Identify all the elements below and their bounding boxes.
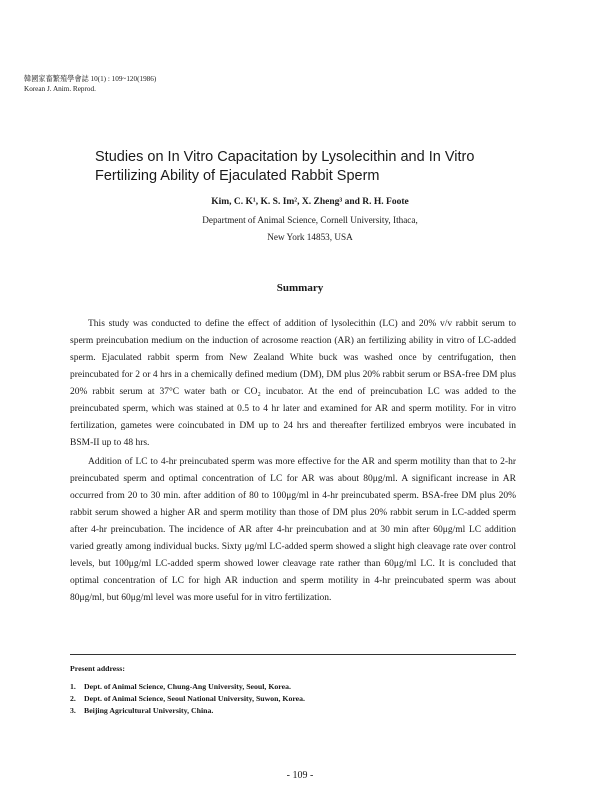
summary-paragraph-1: This study was conducted to define the effect of addition of lysolecithin (LC) and 20% v/v rabbit serum to sperm preincubation medium on the induction of acrosome reaction (AR) an fertilizing ability in vitro of LC-added sperm. Ejaculated rabbit sperm from New Zealand White buck was washed once by centrifugation, then preincubated for 2 or 4 hrs in a chemically defined medium (DM), DM plus 20% rabbit serum or BSA-free DM plus 20% rabbit serum at 37°C water bath or CO₂ incubator. At the end of preincubation LC was added to the preincubated sperm, which was stained at 0.5 to 4 hr later and examined for AR and sperm motility. For in vitro fertilization, gametes were coincubated in DM up to 24 hrs and thereafter fertilized embryos were incubated in BSM-II up to 48 hrs. (70, 319, 516, 448)
footnote-item (70, 681, 516, 693)
affiliation (0, 212, 600, 246)
footnote-list (70, 681, 516, 717)
footnote-divider (70, 654, 516, 655)
journal-name: Korean J. Anim. Reprod. (24, 85, 96, 93)
title-line-1: Studies on In Vitro Capacitation by Lysolecithin and In Vitro (95, 149, 475, 165)
footnote-text: Beijing Agricultural University, China. (84, 706, 214, 715)
page-number: - 109 - (286, 770, 314, 781)
affiliation-line-2: New York 14853, USA (267, 232, 353, 242)
summary-heading: Summary (276, 282, 324, 294)
footnote-title: Present address: (70, 664, 125, 673)
author-list: Kim, C. K¹, K. S. Im², X. Zheng³ and R. H. Foote (211, 197, 409, 207)
footnote-number: 3. (70, 706, 76, 715)
journal-citation: 韓國家畜繁殖學會誌 10(1) : 109~120(1986) (24, 75, 157, 83)
affiliation-line-1: Department of Animal Science, Cornell University, Ithaca, (202, 215, 418, 225)
footnote-number: 2. (70, 694, 76, 703)
summary-body (70, 316, 516, 607)
summary-paragraph-2: Addition of LC to 4-hr preincubated sperm was more effective for the AR and sperm motility than that to 2-hr preincubated sperm and optimal concentration of LC for AR was about 80μg/ml. A significant increase in AR occurred from 20 to 30 min. after addition of 80 to 100μg/ml in 4-hr preincubated sperm. BSA-free DM plus 20% rabbit serum showed a higher AR and sperm motility than those of DM plus 20% rabbit serum in LC-added sperm after 4-hr preincubation. The incidence of AR after 4-hr preincubation and at 30 min after 60μg/ml LC addition varied greatly among individual bucks. Sixty μg/ml LC-added sperm showed a slight high cleavage rate over control levels, but 100μg/ml LC-added sperm showed lower cleavage rate rather than 60μg/ml LC. It is concluded that optimal concentration of LC for high AR induction and sperm motility in 4-hr preincubated sperm was about 80μg/ml, but 60μg/ml level was more useful for in vitro fertilization. (70, 457, 516, 603)
journal-header (24, 74, 156, 94)
paper-title (95, 148, 474, 186)
footnote-number: 1. (70, 682, 76, 691)
footnote-text: Dept. of Animal Science, Chung-Ang University, Seoul, Korea. (84, 682, 291, 691)
footnote-item (70, 693, 516, 705)
title-line-2: Fertilizing Ability of Ejaculated Rabbit Sperm (95, 168, 380, 184)
footnote-text: Dept. of Animal Science, Seoul National University, Suwon, Korea. (84, 694, 305, 703)
footnote-item (70, 705, 516, 717)
footnotes (70, 662, 516, 717)
